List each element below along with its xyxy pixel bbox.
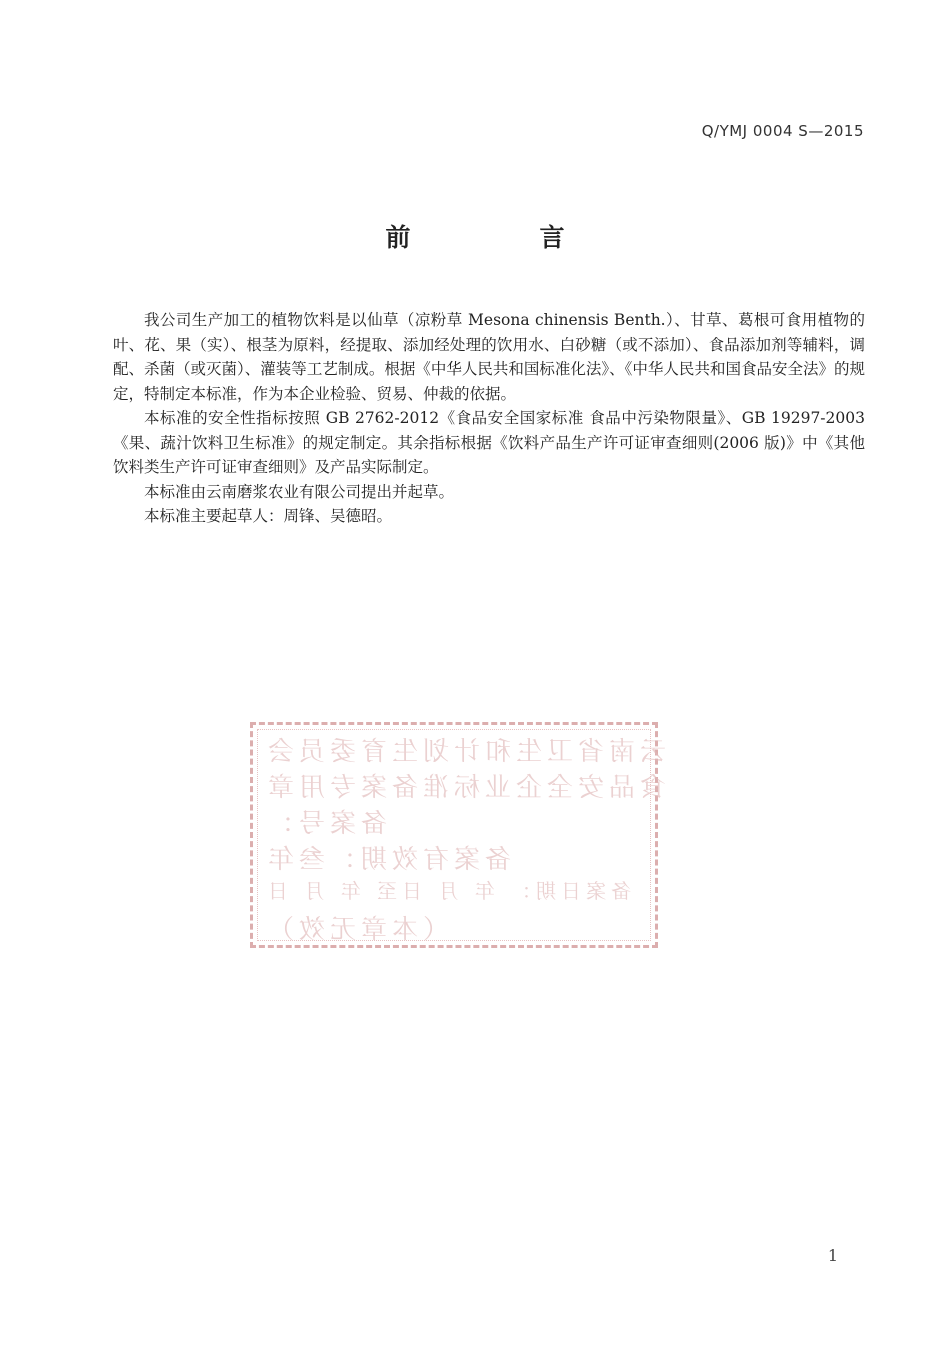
paragraph: 本标准的安全性指标按照 GB 2762-2012《食品安全国家标准 食品中污染物限量》、GB 19297-2003《果、蔬汁饮料卫生标准》的规定制定。其余指标根据《饮料产品生产许可证审查细则(2006 版)》中《其他饮料类生产许可证审查细则》及产品实际制定。 [113, 409, 865, 476]
stamp-line: 备案号： [263, 809, 388, 839]
stamp-line: （本章无效） [263, 915, 450, 945]
paragraph: 本标准由云南磨浆农业有限公司提出并起草。 [144, 482, 455, 501]
stamp-line: 食品安全企业标准备案专用章 [263, 773, 667, 803]
filing-stamp [250, 722, 667, 948]
stamp-line: 云南省卫生和计划生育委员会 [263, 737, 667, 767]
paragraph: 我公司生产加工的植物饮料是以仙草（凉粉草 Mesona chinensis Benth.）、甘草、葛根可食用植物的叶、花、果（实）、根茎为原料，经提取、添加经处理的饮用水、白砂糖（或不添加）、食品添加剂等辅料，调配、杀菌（或灭菌）、灌装等工艺制成。根据《中华人民共和国标准化法》、《中华人民共和国食品安全法》的规定，特制定本标准，作为本企业检验、贸易、仲裁的依据。 [113, 311, 865, 403]
document-body [113, 308, 865, 529]
paragraph: 本标准主要起草人：周锋、吴德昭。 [144, 507, 393, 525]
page-number: 1 [827, 1246, 838, 1265]
page-title: 前 言 [385, 223, 617, 252]
stamp-line: 备案有效期：叁年 [263, 845, 512, 875]
document-code: Q/YMJ 0004 S—2015 [701, 122, 864, 140]
stamp-line: 备案日期： 年 月 日至 年 月 日 [263, 879, 632, 903]
